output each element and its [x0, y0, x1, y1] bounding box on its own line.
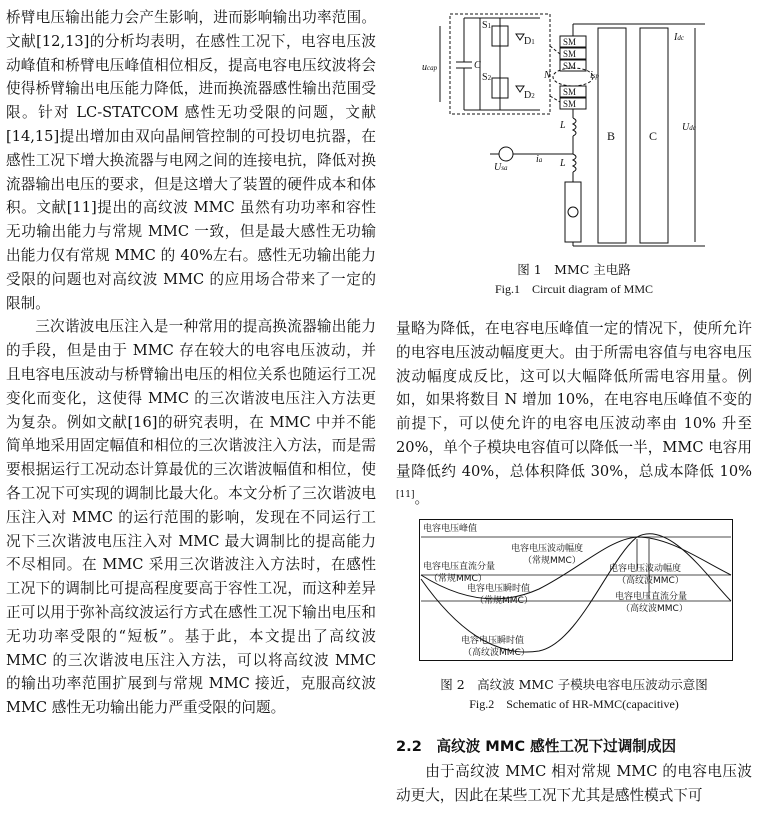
svg-text:D2: D2 [524, 90, 535, 101]
right-paragraph: 量略为降低，在电容电压峰值一定的情况下，使所允许的电容电压波动幅度更大。由于所需电容值与电容电压波动幅度成反比，这可以大幅降低所需电容用量。例如，如果将数目 N 增加 10%，在电容电压峰值不变的前提下，可以使允许的电容电压波动率由 10% 升至 20%，单个子模块电容值可以降低一半，MMC 电容用量降低约 40%，总体积降低 30%，总成本降低 10%[11]。 [396, 320, 752, 507]
capacitor-voltage-ripple-diagram [419, 519, 733, 661]
section-paragraph: 由于高纹波 MMC 相对常规 MMC 的电容电压波动更大，因此在某些工况下尤其是感性模式下可 [396, 763, 752, 804]
figure-1-caption-en: Fig.1 Circuit diagram of MMC [495, 282, 653, 296]
svg-text:L: L [560, 120, 566, 131]
svg-text:电容电压直流分量: 电容电压直流分量 [615, 592, 688, 602]
svg-text:Idc: Idc [674, 32, 684, 43]
citation-ref: [11] [396, 489, 415, 500]
svg-text:SM: SM [563, 49, 577, 59]
figure-1-caption-cn: 图 1 MMC 主电路 [517, 262, 631, 277]
section-heading: 2.2 高纹波 MMC 感性工况下过调制成因 [396, 738, 677, 755]
svg-text:（常规MMC）: （常规MMC） [523, 556, 581, 566]
svg-text:B: B [607, 129, 616, 143]
svg-text:（高纹波MMC）: （高纹波MMC） [463, 648, 530, 658]
circuit-labels [422, 20, 697, 173]
left-column [6, 6, 376, 720]
svg-text:ia: ia [536, 154, 543, 165]
paragraph-2: 三次谐波电压注入是一种常用的提高换流器输出能力的手段，但是由于 MMC 存在较大的电容电压波动，并且电容电压波动与桥臂输出电压的相位关系也随运行工况变化而变化，这使得 MMC 的三次谐波电压注入方法更为复杂。例如文献[16]的研究表明，在 MMC 中并不能简单地采用固定幅值和相位的三次谐波注入方法，而是需要根据运行工况动态计算最优的三次谐波幅值和相位，使各工况下可实现的调制比最大化。本文分析了三次谐波电压注入对 MMC 的运行范围的影响，发现在不同运行工况下三次谐波电压注入对 MMC 最大调制比的提高能力不尽相同。在 MMC 采用三次谐波注入方法时，在感性工况下的调制比可提高程度要高于容性工况，而这种差异正可以用于弥补高纹波运行方式在感性工况下输出电压和无功功率受限的“短板”。基于此，本文提出了高纹波 MMC 的三次谐波电压注入方法，可以将高纹波 MMC 的输出功率范围扩展到与常规 MMC 接近，克服高纹波 MMC 感性无功输出能力严重受限的问题。 [6, 318, 376, 717]
figure-1 [396, 6, 752, 306]
svg-text:isp: isp [590, 70, 600, 81]
svg-text:SM: SM [563, 87, 577, 97]
svg-text:N: N [544, 70, 551, 81]
svg-text:电容电压峰值: 电容电压峰值 [423, 524, 478, 534]
svg-text:S1: S1 [482, 20, 492, 31]
svg-text:SM: SM [563, 99, 577, 109]
svg-text:Usa: Usa [494, 162, 508, 173]
svg-text:电容电压波动幅度: 电容电压波动幅度 [511, 544, 584, 554]
mmc-circuit-diagram [420, 6, 720, 262]
svg-text:C: C [649, 129, 658, 143]
svg-text:Udc: Udc [682, 122, 696, 133]
figure-2-captions [396, 675, 752, 713]
figure-2-caption-cn: 图 2 高纹波 MMC 子模块电容电压波动示意图 [440, 677, 708, 692]
right-paragraph-text: 量略为降低，在电容电压峰值一定的情况下，使所允许的电容电压波动幅度更大。由于所需电容值与电容电压波动幅度成反比，这可以大幅降低所需电容用量。例如，如果将数目 N 增加 10%，在电容电压峰值不变的前提下，可以使允许的电容电压波动率由 10% 升至 20%，单个子模块电容值可以降低一半，MMC 电容用量降低约 40%，总体积降低 30%，总成本降低 10% [396, 320, 752, 480]
figure-2-caption-en: Fig.2 Schematic of HR-MMC(capacitive) [469, 697, 679, 711]
svg-text:SM: SM [563, 37, 577, 47]
svg-text:（高纹波MMC）: （高纹波MMC） [617, 576, 684, 586]
paragraph-1: 桥臂电压输出能力会产生影响，进而影响输出功率范围。文献[12,13]的分析均表明，在感性工况下，电容电压波动峰值和桥臂电压峰值相位相反，提高电容电压纹波将会使得桥臂输出电压能力降低，进而换流器感性输出范围受限。针对 LC-STATCOM 感性无功受限的问题，文献[14,15]提出增加由双向晶闸管控制的可投切电抗器，在感性工况下增大换流器与电网之间的连接电抗，降低对换流器输出电压的要求，但是这增大了装置的硬件成本和体积。文献[11]提出的高纹波 MMC 虽然有功功率和容性无功输出能力与常规 MMC 一致，但是最大感性无功输出能力仅有常规 MMC 的 40%左右。感性无功输出能力受限的问题也对高纹波 MMC 的应用场合带来了一定的限制。 [6, 9, 376, 312]
svg-text:SM: SM [563, 61, 577, 71]
svg-text:S2: S2 [482, 72, 492, 83]
svg-text:电容电压瞬时值: 电容电压瞬时值 [461, 636, 525, 646]
figure-2 [419, 519, 733, 661]
svg-text:电容电压瞬时值: 电容电压瞬时值 [467, 584, 531, 594]
svg-text:电容电压直流分量: 电容电压直流分量 [423, 562, 496, 572]
svg-text:（常规MMC）: （常规MMC） [475, 596, 533, 606]
svg-text:C: C [474, 60, 481, 71]
right-column [396, 6, 752, 306]
svg-text:D1: D1 [524, 36, 535, 47]
svg-text:ucap: ucap [422, 62, 438, 73]
svg-text:（常规MMC）: （常规MMC） [429, 574, 487, 584]
svg-text:电容电压波动幅度: 电容电压波动幅度 [609, 564, 682, 574]
svg-text:（高纹波MMC）: （高纹波MMC） [621, 604, 688, 614]
ripple-labels [423, 522, 688, 658]
svg-text:L: L [560, 158, 566, 169]
